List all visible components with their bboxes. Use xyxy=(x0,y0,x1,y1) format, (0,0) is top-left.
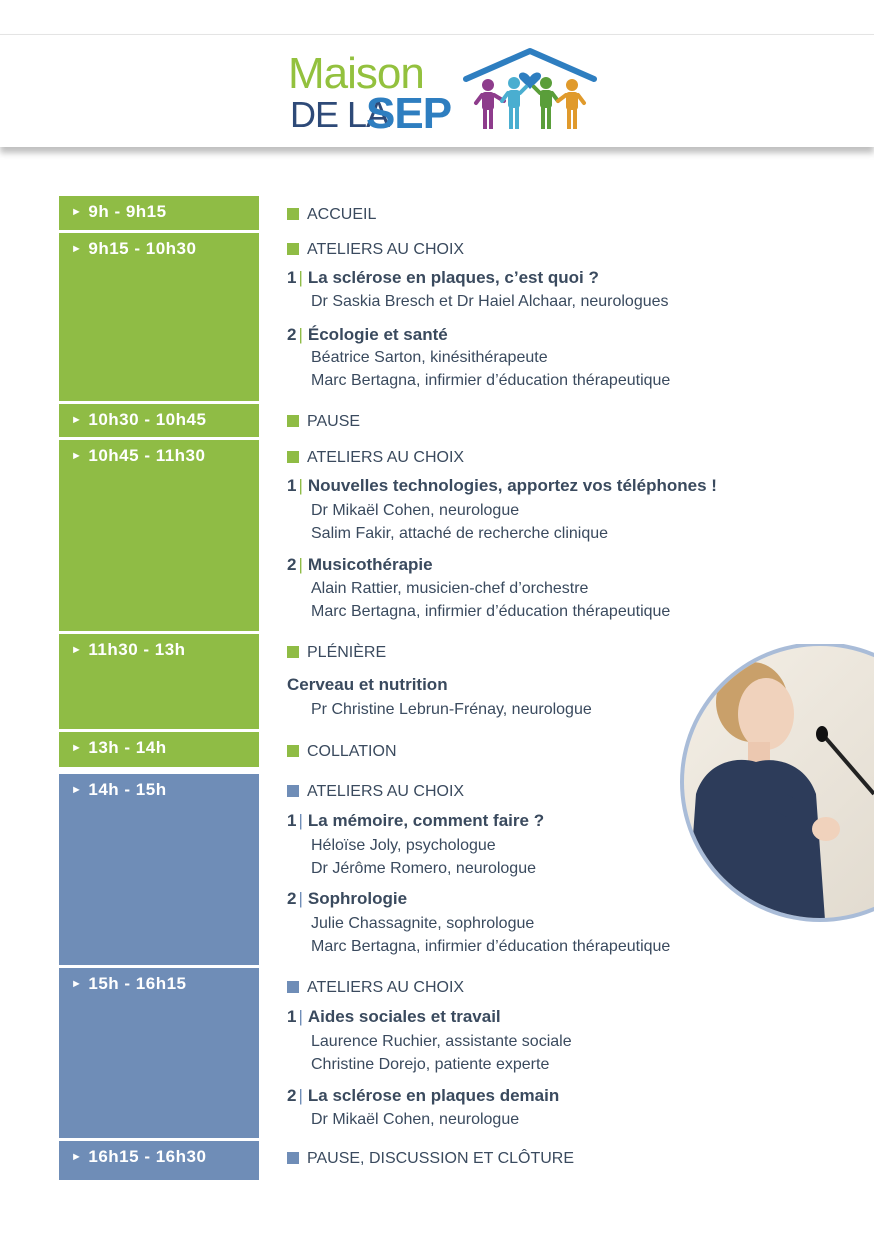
speaker-line: Dr Jérôme Romero, neurologue xyxy=(311,860,536,877)
speaker-line: Christine Dorejo, patiente experte xyxy=(311,1056,550,1073)
arrow-icon: ► xyxy=(71,206,83,218)
speaker-line: Dr Mikaël Cohen, neurologue xyxy=(311,502,520,519)
time-label: 10h45 - 11h30 xyxy=(88,446,206,465)
speaker-line: Béatrice Sarton, kinésithérapeute xyxy=(311,349,548,366)
time-label: 13h - 14h xyxy=(88,738,167,757)
square-bullet-icon xyxy=(287,415,299,427)
section-title-pause: PAUSE xyxy=(287,413,360,431)
square-bullet-icon xyxy=(287,243,299,255)
time-label: 11h30 - 13h xyxy=(88,640,186,659)
logo-de-la-text: DE LA xyxy=(290,94,390,135)
logo-sep-text: SEP xyxy=(366,89,452,138)
time-block-6 xyxy=(59,732,259,767)
workshop-title: 1 | La sclérose en plaques, c’est quoi ? xyxy=(287,268,599,287)
workshop-title: 2 | Musicothérapie xyxy=(287,555,433,574)
plenary-title: Cerveau et nutrition xyxy=(287,675,448,694)
time-block-8 xyxy=(59,968,259,1138)
logo xyxy=(288,49,458,139)
speaker-line: Dr Saskia Bresch et Dr Haiel Alchaar, neurologues xyxy=(311,293,669,310)
square-bullet-icon xyxy=(287,208,299,220)
header xyxy=(0,34,874,147)
speaker-line: Salim Fakir, attaché de recherche clinique xyxy=(311,525,609,542)
workshop-title: 2 | Sophrologie xyxy=(287,889,408,908)
time-block-3 xyxy=(59,404,259,437)
square-bullet-icon xyxy=(287,745,299,757)
speaker-line: Marc Bertagna, infirmier d’éducation thérapeutique xyxy=(311,938,671,955)
time-label: 9h15 - 10h30 xyxy=(88,239,197,258)
time-label: 10h30 - 10h45 xyxy=(88,410,207,429)
time-block-4 xyxy=(59,440,259,631)
square-bullet-icon xyxy=(287,981,299,993)
time-block-5 xyxy=(59,634,259,729)
workshop-title: 2 | La sclérose en plaques demain xyxy=(287,1086,560,1105)
arrow-icon: ► xyxy=(71,644,83,656)
section-title-ateliers: ATELIERS AU CHOIX xyxy=(287,241,464,259)
section-title-ateliers: ATELIERS AU CHOIX xyxy=(287,783,464,801)
time-label: 9h - 9h15 xyxy=(88,202,167,221)
workshop-title: 2 | Écologie et santé xyxy=(287,325,448,344)
square-bullet-icon xyxy=(287,646,299,658)
arrow-icon: ► xyxy=(71,978,83,990)
arrow-icon: ► xyxy=(71,742,83,754)
speaker-line: Julie Chassagnite, sophrologue xyxy=(311,915,535,932)
arrow-icon: ► xyxy=(71,784,83,796)
arrow-icon: ► xyxy=(71,414,83,426)
speaker-line: Héloïse Joly, psychologue xyxy=(311,837,496,854)
time-label: 16h15 - 16h30 xyxy=(88,1147,207,1166)
section-title-accueil: ACCUEIL xyxy=(287,206,376,224)
speaker-line: Laurence Ruchier, assistante sociale xyxy=(311,1033,572,1050)
section-title-collation: COLLATION xyxy=(287,743,397,761)
section-title-ateliers: ATELIERS AU CHOIX xyxy=(287,449,464,467)
time-block-2 xyxy=(59,233,259,401)
workshop-title: 1 | Aides sociales et travail xyxy=(287,1007,501,1026)
time-block-7 xyxy=(59,774,259,965)
square-bullet-icon xyxy=(287,451,299,463)
square-bullet-icon xyxy=(287,1152,299,1164)
arrow-icon: ► xyxy=(71,1151,83,1163)
section-title-pleniere: PLÉNIÈRE xyxy=(287,644,386,662)
workshop-title: 1 | La mémoire, comment faire ? xyxy=(287,811,545,830)
arrow-icon: ► xyxy=(71,450,83,462)
time-block-9 xyxy=(59,1141,259,1180)
time-label: 15h - 16h15 xyxy=(88,974,187,993)
logo-maison-text: Maison xyxy=(288,49,424,98)
speaker-line: Pr Christine Lebrun-Frénay, neurologue xyxy=(311,701,592,718)
time-block-1 xyxy=(59,196,259,230)
workshop-title: 1 | Nouvelles technologies, apportez vos téléphones ! xyxy=(287,476,717,495)
house-people-icon xyxy=(462,47,598,135)
speaker-photo xyxy=(676,644,874,926)
section-title-cloture: PAUSE, DISCUSSION ET CLÔTURE xyxy=(287,1150,574,1168)
arrow-icon: ► xyxy=(71,243,83,255)
time-label: 14h - 15h xyxy=(88,780,167,799)
speaker-line: Dr Mikaël Cohen, neurologue xyxy=(311,1111,520,1128)
speaker-line: Marc Bertagna, infirmier d’éducation thérapeutique xyxy=(311,372,671,389)
speaker-line: Marc Bertagna, infirmier d’éducation thérapeutique xyxy=(311,603,671,620)
square-bullet-icon xyxy=(287,785,299,797)
speaker-line: Alain Rattier, musicien-chef d’orchestre xyxy=(311,580,589,597)
section-title-ateliers: ATELIERS AU CHOIX xyxy=(287,979,464,997)
